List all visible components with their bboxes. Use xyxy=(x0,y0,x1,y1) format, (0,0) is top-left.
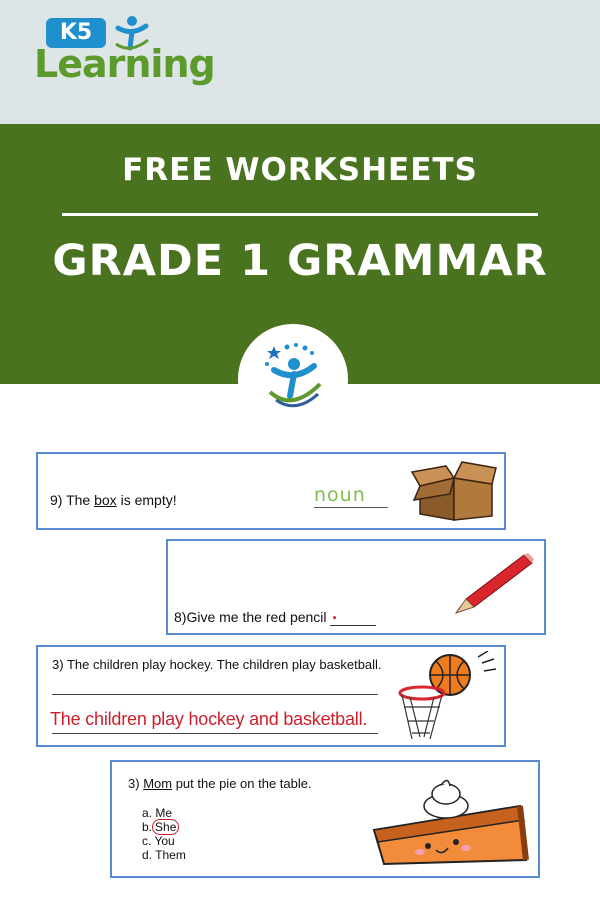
logo-badge: K5 xyxy=(46,18,106,48)
worksheet-card-combine xyxy=(36,645,506,747)
answer-line xyxy=(314,507,388,508)
logo-wordmark: Learning xyxy=(34,42,215,86)
underlined-word: Mom xyxy=(143,776,173,791)
banner-divider xyxy=(62,213,538,216)
question-text: 8)Give me the red pencil xyxy=(174,609,327,625)
option-c[interactable]: c. You xyxy=(142,834,175,848)
option-b[interactable]: b. She xyxy=(142,820,186,834)
circled-answer: She xyxy=(152,819,179,835)
option-d[interactable]: d. Them xyxy=(142,848,186,862)
star-person-icon xyxy=(260,342,326,414)
worksheet-card-punctuation xyxy=(166,539,546,635)
question-text: 3) Mom put the pie on the table. xyxy=(128,776,312,791)
pie-slice-icon xyxy=(370,766,534,874)
option-a[interactable]: a. Me xyxy=(142,806,173,820)
worksheet-card-noun xyxy=(36,452,506,530)
underlined-word: box xyxy=(94,492,117,508)
basketball-hoop-icon xyxy=(394,651,504,747)
k5-learning-logo[interactable] xyxy=(34,18,215,88)
banner-subtitle: FREE WORKSHEETS xyxy=(122,152,478,188)
question-text: 9) The box is empty! xyxy=(50,492,177,508)
red-pencil-icon xyxy=(446,549,536,615)
writing-line-2 xyxy=(52,733,378,734)
worksheet-card-pronoun xyxy=(110,760,540,878)
answer-period: . xyxy=(332,603,338,623)
answer-options xyxy=(142,806,186,862)
emblem-badge xyxy=(238,324,348,434)
writing-line-1 xyxy=(52,694,378,695)
answer-text: The children play hockey and basketball. xyxy=(50,709,368,729)
question-text: 3) The children play hockey. The children play basketball. xyxy=(52,657,382,672)
answer-line xyxy=(330,625,376,626)
answer-text: noun xyxy=(314,484,366,506)
banner-title: GRADE 1 GRAMMAR xyxy=(52,236,548,286)
cardboard-box-icon xyxy=(410,460,498,524)
